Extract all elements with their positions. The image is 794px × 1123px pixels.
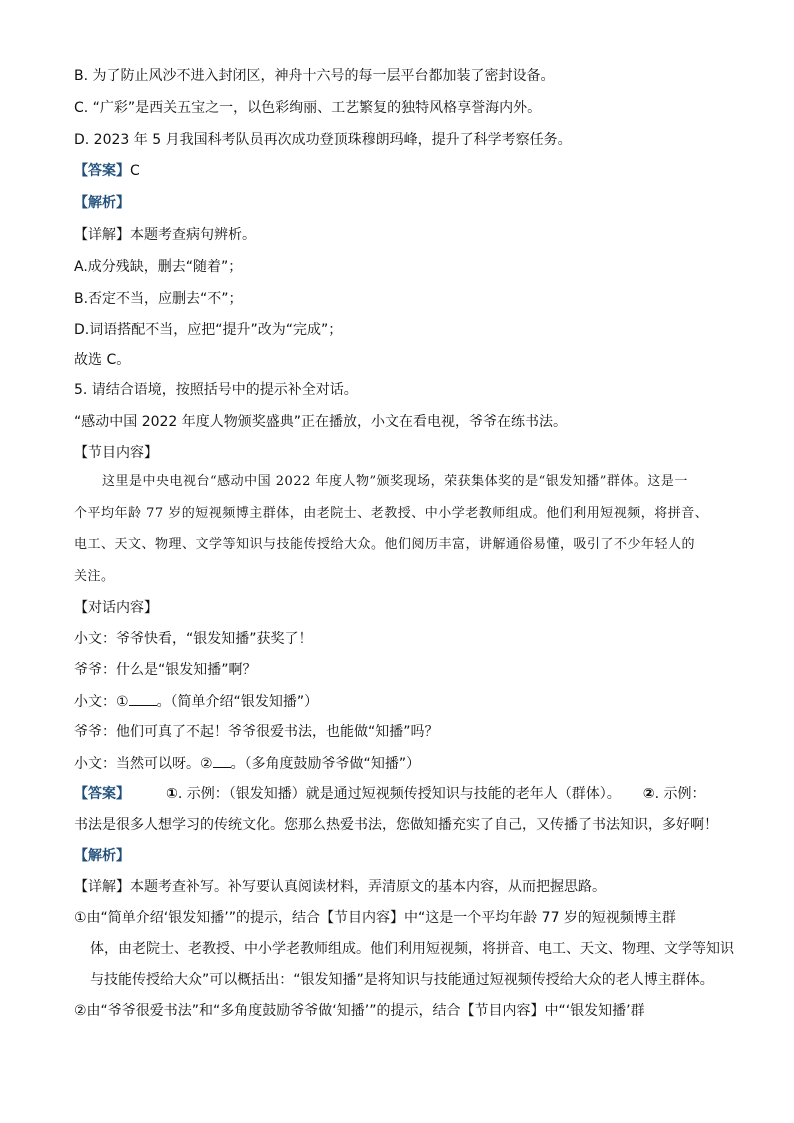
dialogue-line-5 [74, 753, 734, 774]
q5-detail: 【详解】本题考查补写。补写要认真阅读材料，弄清原文的基本内容，从而把握思路。 [74, 879, 606, 895]
program-line: 电工、天文、物理、文学等知识与技能传授给大众。他们阅历丰富，讲解通俗易懂，吸引了不少年轻人的 [74, 537, 696, 552]
answer-tag: 【答案】 [74, 163, 130, 179]
q4-explain-d: D.词语搭配不当，应把“提升”改为“完成”； [74, 322, 343, 338]
dialogue-line-1: 小文：爷爷快看，“银发知播”获奖了！ [74, 631, 313, 647]
answer-num-2: ② [642, 786, 655, 802]
explain-line-1: ①由“简单介绍‘银发知播’”的提示，结合【节目内容】中“这是一个平均年龄 77 岁的短视频博主群 [74, 910, 676, 926]
q4-analysis-tag: 【解析】 [74, 195, 130, 211]
q4-conclusion: 故选 C。 [74, 352, 131, 368]
program-heading: 【节目内容】 [74, 445, 158, 461]
program-line: 关注。 [74, 569, 115, 584]
explain-line-3: 与技能传授给大众”可以概括出：“银发知播”是将知识与技能通过短视频传授给大众的老人博主群体。 [90, 972, 714, 988]
dialogue-line-5-post: 。（多角度鼓励爷爷做“知播”） [230, 756, 421, 772]
q5-answer [74, 784, 734, 804]
program-line: 个平均年龄 77 岁的短视频博主群体，由老院士、老教授、中小学老教师组成。他们利用短视频，将拼音、 [74, 506, 709, 521]
answer-tag: 【答案】 [74, 786, 130, 802]
dialogue-line-2: 爷爷：什么是“银发知播”啊？ [74, 662, 257, 678]
explain-line-4: ②由“爷爷很爱书法”和“多角度鼓励爷爷做‘知播’”的提示，结合【节目内容】中“‘银发知播’群 [74, 1003, 645, 1019]
q5-analysis-tag: 【解析】 [74, 848, 130, 864]
program-line: 这里是中央电视台“感动中国 2022 年度人物”颁奖现场，荣获集体奖的是“银发知播”群体。这是一 [102, 474, 688, 489]
option-d: D. 2023 年 5 月我国科考队员再次成功登顶珠穆朗玛峰，提升了科学考察任务。 [74, 132, 572, 148]
answer-2: . 示例： [654, 786, 706, 802]
q4-explain-a: A.成分残缺，删去“随着”； [74, 259, 243, 275]
option-b: B. 为了防止风沙不进入封闭区，神舟十六号的每一层平台都加装了密封设备。 [74, 68, 555, 84]
answer-1: . 示例：（银发知播）就是通过短视频传授知识与技能的老年人（群体）。 [177, 786, 621, 802]
q5-context: “感动中国 2022 年度人物颁奖盛典”正在播放，小文在看电视，爷爷在练书法。 [74, 414, 568, 430]
answer-value: C [130, 163, 140, 179]
dialogue-line-4: 爷爷：他们可真了不起！爷爷很爱书法，也能做“知播”吗？ [74, 724, 439, 740]
dialogue-line-3 [74, 691, 734, 712]
blank-2 [213, 753, 231, 768]
q4-detail: 【详解】本题考查病句辨析。 [74, 227, 256, 243]
q5-stem: 5. 请结合语境，按照括号中的提示补全对话。 [74, 382, 358, 398]
blank-1 [129, 691, 157, 706]
dialogue-line-3-post: 。（简单介绍“银发知播”） [156, 694, 319, 710]
q4-explain-b: B.否定不当，应删去“不”； [74, 291, 243, 307]
dialogue-line-5-pre: 小文：当然可以呀。② [74, 756, 213, 772]
explain-line-2: 体，由老院士、老教授、中小学老教师组成。他们利用短视频，将拼音、电工、天文、物理、文学等知识 [90, 941, 734, 957]
q4-answer [74, 161, 734, 181]
dialogue-heading: 【对话内容】 [74, 600, 158, 616]
answer-num-1: ① [166, 786, 178, 802]
answer-2-cont: 书法是很多人想学习的传统文化。您那么热爱书法，您做知播充实了自己，又传播了书法知识，多好啊！ [74, 817, 718, 833]
option-c: C. “广彩”是西关五宝之一，以色彩绚丽、工艺繁复的独特风格享誉海内外。 [74, 100, 542, 116]
dialogue-line-3-pre: 小文：① [74, 694, 129, 710]
